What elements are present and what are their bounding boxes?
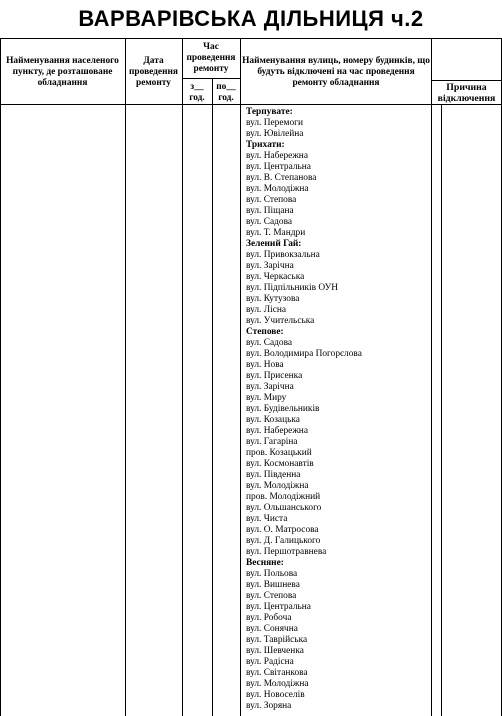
col-border-0 bbox=[0, 38, 1, 716]
street-item: вул. Першотравнева bbox=[246, 547, 327, 557]
street-item: вул. Робоча bbox=[246, 613, 292, 623]
street-item: вул. Таврійська bbox=[246, 635, 308, 645]
header-streets: Найменування вулиць, номеру будинків, що будуть відключені на час проведення ремонту обладнання bbox=[242, 56, 430, 88]
street-item: вул. Південна bbox=[246, 470, 301, 480]
street-item: вул. Кутузова bbox=[246, 294, 300, 304]
col-border-2 bbox=[182, 38, 183, 716]
street-item: вул. Підпільників ОУН bbox=[246, 283, 339, 293]
street-item: вул. Вишнева bbox=[246, 580, 300, 590]
street-item: вул. Молодіжна bbox=[246, 184, 309, 194]
reason-header-divider bbox=[431, 80, 502, 81]
street-item: вул. Центральна bbox=[246, 602, 311, 612]
street-item: пров. Молодіжний bbox=[246, 492, 321, 502]
street-item: вул. Т. Мандри bbox=[246, 228, 306, 238]
col-border-1 bbox=[125, 38, 126, 716]
street-item: вул. Привокзальна bbox=[246, 250, 320, 260]
street-item: вул. Ювілейна bbox=[246, 129, 304, 139]
header-bottom-border bbox=[0, 104, 502, 105]
header-settlement: Найменування населеного пункту, де розташоване обладнання bbox=[6, 56, 119, 88]
settlement-name: Весняне: bbox=[246, 558, 284, 568]
street-item: вул. Садова bbox=[246, 338, 293, 348]
street-item: пров. Козацький bbox=[246, 448, 312, 458]
street-item: вул. Гагаріна bbox=[246, 437, 298, 447]
street-item: вул. Перемоги bbox=[246, 118, 304, 128]
streets-list bbox=[246, 107, 436, 712]
street-item: вул. Козацька bbox=[246, 415, 300, 425]
street-item: вул. Центральна bbox=[246, 162, 311, 172]
street-item: вул. Степова bbox=[246, 591, 297, 601]
street-item: вул. О. Матросова bbox=[246, 525, 319, 535]
page-title: ВАРВАРІВСЬКА ДІЛЬНИЦЯ ч.2 bbox=[78, 6, 424, 31]
time-subheader-divider bbox=[182, 78, 240, 79]
street-item: вул. Володимира Погорєлова bbox=[246, 349, 362, 359]
street-item: вул. Учительська bbox=[246, 316, 315, 326]
table-top-border bbox=[0, 38, 502, 39]
settlement-name: Степове: bbox=[246, 327, 284, 337]
header-time-to: по__ год. bbox=[216, 82, 236, 103]
street-item: вул. Сонячна bbox=[246, 624, 298, 634]
header-reason: Причина відключення bbox=[437, 82, 496, 104]
settlement-name: Трихати: bbox=[246, 140, 285, 150]
street-item: вул. Набережна bbox=[246, 426, 308, 436]
street-item: вул. Новоселів bbox=[246, 690, 305, 700]
street-item: вул. Польова bbox=[246, 569, 298, 579]
street-item: вул. Зоряна bbox=[246, 701, 292, 711]
header-time: Час проведення ремонту bbox=[186, 42, 236, 74]
street-item: вул. Д. Галицького bbox=[246, 536, 321, 546]
street-item: вул. Лісна bbox=[246, 305, 287, 315]
street-item: вул. Світанкова bbox=[246, 668, 308, 678]
street-item: вул. Будівельників bbox=[246, 404, 320, 414]
street-item: вул. Чиста bbox=[246, 514, 288, 524]
street-item: вул. Шевченка bbox=[246, 646, 304, 656]
street-item: вул. Степова bbox=[246, 195, 297, 205]
col-border-3 bbox=[212, 78, 213, 716]
street-item: вул. Присенка bbox=[246, 371, 303, 381]
header-date: Дата проведення ремонту bbox=[129, 56, 178, 88]
street-item: вул. Садова bbox=[246, 217, 293, 227]
street-item: вул. В. Степанова bbox=[246, 173, 317, 183]
col-border-4 bbox=[240, 38, 241, 716]
street-item: вул. Черкаська bbox=[246, 272, 305, 282]
street-item: вул. Зарічна bbox=[246, 261, 294, 271]
street-item: вул. Нова bbox=[246, 360, 284, 370]
street-item: вул. Радісна bbox=[246, 657, 294, 667]
street-item: вул. Молодіжна bbox=[246, 679, 309, 689]
street-item: вул. Ольшанського bbox=[246, 503, 322, 513]
street-item: вул. Зарічна bbox=[246, 382, 294, 392]
street-item: вул. Піщана bbox=[246, 206, 294, 216]
street-item: вул. Набережна bbox=[246, 151, 308, 161]
col-border-6 bbox=[441, 104, 442, 716]
settlement-name: Терпувате: bbox=[246, 107, 293, 117]
street-item: вул. Космонавтів bbox=[246, 459, 314, 469]
street-item: вул. Молодіжна bbox=[246, 481, 309, 491]
street-item: вул. Миру bbox=[246, 393, 287, 403]
header-time-from: з__ год. bbox=[189, 82, 205, 103]
settlement-name: Зелений Гай: bbox=[246, 239, 302, 249]
